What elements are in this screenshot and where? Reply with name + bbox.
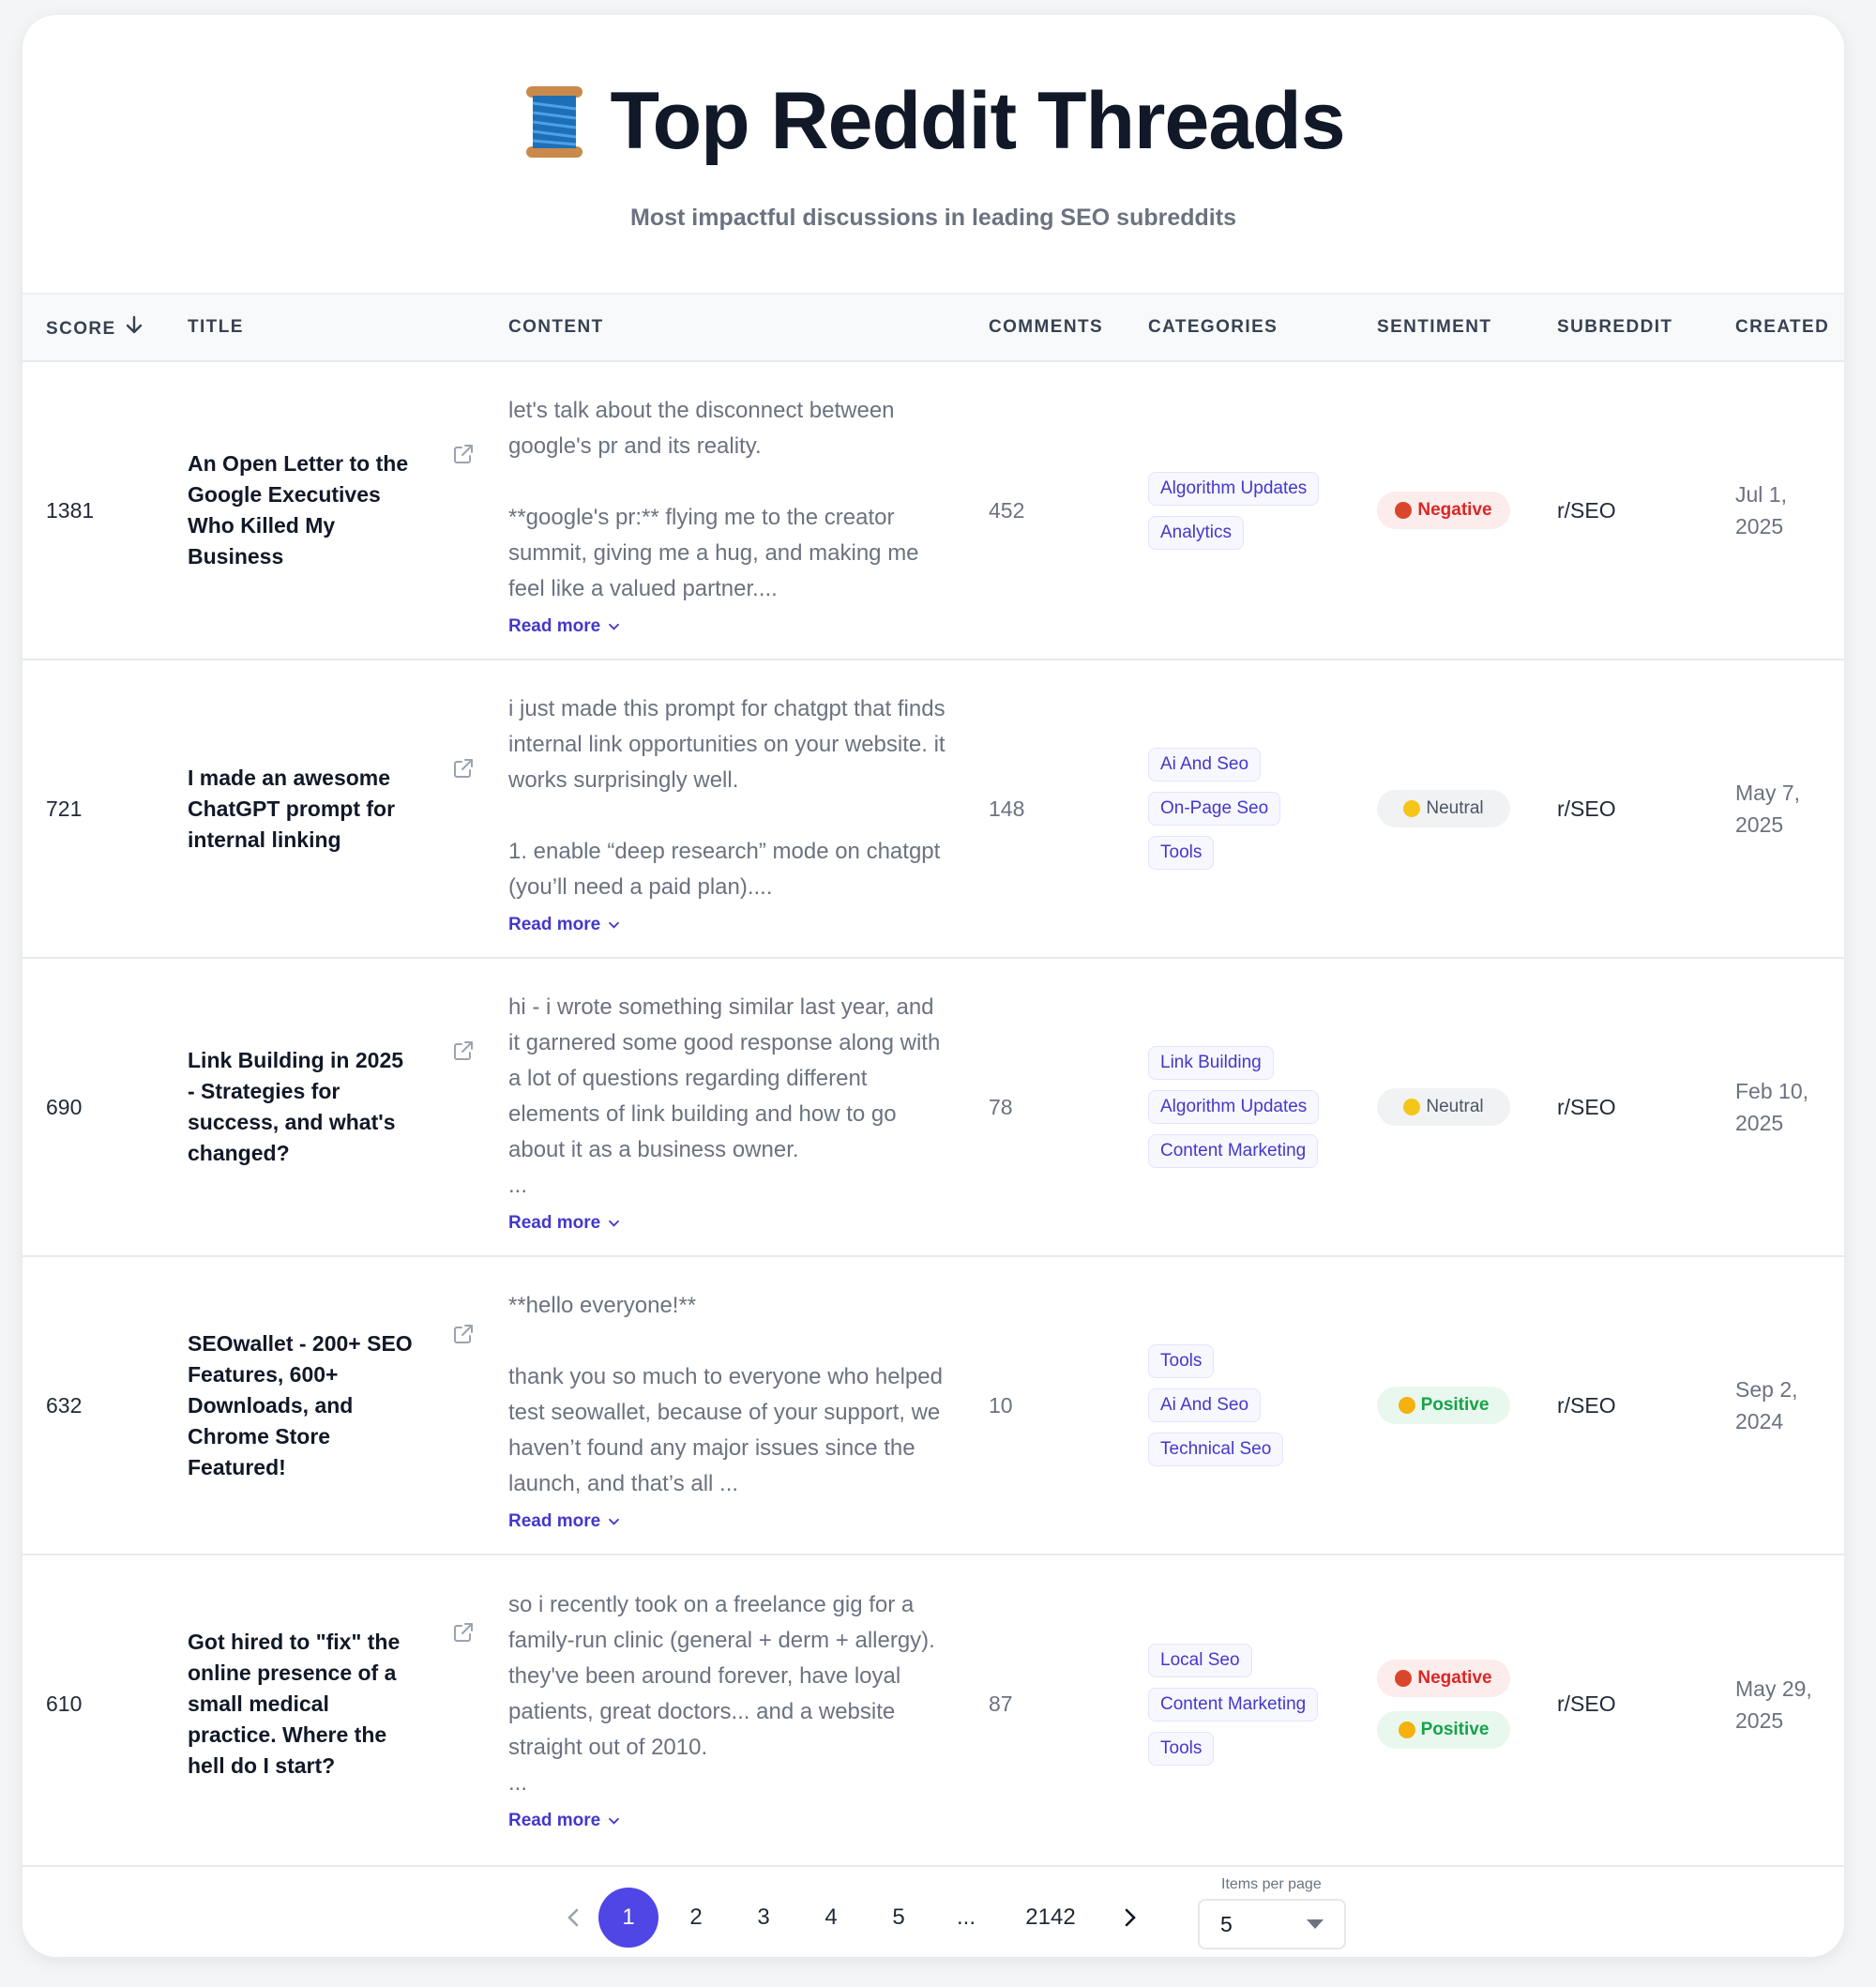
read-more-button[interactable] <box>508 1811 620 1831</box>
previous-page-button[interactable] <box>548 1888 598 1948</box>
created-year: 2025 <box>1735 1111 1784 1135</box>
subreddit-cell: r/SEO <box>1557 796 1616 821</box>
content-cell <box>508 958 989 1256</box>
score-cell: 610 <box>46 1691 83 1716</box>
title-cell <box>188 361 508 660</box>
page-list <box>548 1888 1156 1948</box>
sentiment-badge <box>1377 1660 1510 1697</box>
read-more-label: Read more <box>508 1810 601 1830</box>
subreddit-cell: r/SEO <box>1557 1094 1616 1119</box>
column-header-score[interactable]: SCORE <box>23 294 188 361</box>
external-link-icon[interactable] <box>452 1039 475 1062</box>
read-more-label: Read more <box>508 1213 601 1233</box>
title-row <box>23 75 1844 168</box>
chevron-down-icon <box>608 1213 620 1234</box>
thread-spool-icon <box>522 84 587 159</box>
page-subtitle: Most impactful discussions in leading SEO subreddits <box>630 205 1236 231</box>
comments-cell: 78 <box>989 1094 1013 1119</box>
chevron-down-icon <box>608 915 620 935</box>
pagination <box>23 1865 1844 1957</box>
comments-cell: 452 <box>989 497 1025 523</box>
sentiment-label: Positive <box>1420 1395 1490 1415</box>
comments-cell: 148 <box>989 796 1025 821</box>
column-header-sentiment: SENTIMENT <box>1377 317 1492 337</box>
thread-title[interactable]: Got hired to "fix" the online presence of a small medical practice. Where the hell do I start? <box>188 1630 401 1778</box>
neutral-face-icon <box>1403 1099 1420 1115</box>
score-cell: 721 <box>46 796 83 821</box>
dropdown-caret-icon <box>1307 1919 1324 1929</box>
sentiment-badge <box>1377 492 1510 529</box>
external-link-icon[interactable] <box>452 757 475 780</box>
category-tag[interactable]: Technical Seo <box>1148 1433 1283 1466</box>
items-per-page-select[interactable] <box>1198 1899 1346 1949</box>
categories-cell <box>1148 660 1377 958</box>
content-text: so i recently took on a freelance gig for a family-run clinic (general + derm + allergy). they've been around forever, have loyal patients, great doctors... and a website straight out of 2010. ... <box>508 1591 935 1796</box>
sentiment-badge <box>1377 790 1510 827</box>
page-button-last[interactable]: 2142 <box>1025 1904 1076 1930</box>
comments-cell: 10 <box>989 1392 1013 1418</box>
angry-face-icon <box>1395 502 1412 519</box>
page-button-5[interactable]: 5 <box>892 1904 905 1930</box>
created-date: Feb 10, <box>1735 1079 1808 1103</box>
read-more-button[interactable] <box>508 915 620 935</box>
score-cell: 690 <box>46 1094 83 1119</box>
created-cell <box>1735 958 1844 1256</box>
sentiment-label: Neutral <box>1426 798 1484 818</box>
category-tag[interactable]: Algorithm Updates <box>1148 1090 1319 1124</box>
categories-cell <box>1148 958 1377 1256</box>
created-date: May 29, <box>1735 1676 1812 1701</box>
category-tag[interactable]: Content Marketing <box>1148 1134 1318 1168</box>
subreddit-cell: r/SEO <box>1557 497 1616 523</box>
sentiment-cell <box>1377 1555 1557 1853</box>
table-row <box>23 660 1844 958</box>
column-header-categories: CATEGORIES <box>1148 317 1278 337</box>
subreddit-cell: r/SEO <box>1557 1691 1616 1716</box>
sentiment-cell <box>1377 958 1557 1256</box>
column-header-content: CONTENT <box>508 317 604 337</box>
category-tag[interactable]: Ai And Seo <box>1148 1388 1261 1422</box>
threads-table <box>23 293 1844 1853</box>
table-header-row <box>23 294 1844 361</box>
external-link-icon[interactable] <box>452 1323 475 1345</box>
created-year: 2024 <box>1735 1409 1784 1433</box>
content-text: let's talk about the disconnect between google's pr and its reality. **google's pr:** flying me to the creator summit, giving me a hug, and making me feel like a valued partner.... <box>508 398 919 601</box>
external-link-icon[interactable] <box>452 443 475 465</box>
items-per-page-label: Items per page <box>1221 1876 1322 1892</box>
category-tag[interactable]: Tools <box>1148 836 1214 870</box>
items-per-page-value: 5 <box>1220 1911 1233 1936</box>
table-row <box>23 361 1844 660</box>
created-cell <box>1735 361 1844 660</box>
sentiment-badge <box>1377 1387 1510 1424</box>
chevron-down-icon <box>608 1511 620 1532</box>
category-tag[interactable]: Local Seo <box>1148 1644 1252 1677</box>
title-cell <box>188 1256 508 1555</box>
subreddit-cell: r/SEO <box>1557 1392 1616 1418</box>
thread-title[interactable]: I made an awesome ChatGPT prompt for internal linking <box>188 765 396 852</box>
page-button-4[interactable]: 4 <box>825 1904 838 1930</box>
sentiment-cell <box>1377 660 1557 958</box>
column-header-subreddit: SUBREDDIT <box>1557 317 1673 337</box>
thread-title[interactable]: SEOwallet - 200+ SEO Features, 600+ Downloads, and Chrome Store Featured! <box>188 1330 413 1479</box>
created-year: 2025 <box>1735 1707 1784 1733</box>
score-cell: 632 <box>46 1392 83 1418</box>
table-row <box>23 958 1844 1256</box>
sentiment-label: Neutral <box>1426 1097 1484 1116</box>
sentiment-label: Positive <box>1420 1720 1490 1739</box>
read-more-label: Read more <box>508 616 601 636</box>
category-tag[interactable]: Content Marketing <box>1148 1688 1318 1722</box>
read-more-label: Read more <box>508 1511 601 1531</box>
content-cell <box>508 1256 989 1555</box>
title-cell <box>188 660 508 958</box>
sentiment-label: Negative <box>1417 1668 1492 1688</box>
chevron-left-icon <box>567 1907 580 1928</box>
column-header-comments: COMMENTS <box>989 317 1104 337</box>
title-cell <box>188 958 508 1256</box>
heart-eyes-face-icon <box>1399 1397 1415 1414</box>
content-cell <box>508 660 989 958</box>
content-text: i just made this prompt for chatgpt that finds internal link opportunities on your website. it works surprisingly well. 1. enable “deep research” mode on chatgpt (you’ll need a paid plan).... <box>508 696 946 900</box>
score-cell: 1381 <box>46 497 95 523</box>
sentiment-badge <box>1377 1711 1510 1749</box>
category-tag[interactable]: Algorithm Updates <box>1148 472 1319 506</box>
threads-card <box>23 15 1844 1957</box>
read-more-button[interactable] <box>508 1213 620 1234</box>
read-more-button[interactable] <box>508 1511 620 1532</box>
sentiment-label: Negative <box>1417 500 1492 520</box>
created-cell <box>1735 660 1844 958</box>
next-page-button[interactable] <box>1105 1888 1156 1948</box>
arrow-down-icon <box>126 315 143 340</box>
categories-cell <box>1148 1555 1377 1853</box>
sentiment-badge <box>1377 1088 1510 1126</box>
chevron-right-icon <box>1124 1907 1137 1928</box>
title-cell <box>188 1555 508 1853</box>
created-date: May 7, <box>1735 781 1801 805</box>
heart-eyes-face-icon <box>1399 1722 1415 1738</box>
read-more-label: Read more <box>508 915 601 934</box>
created-year: 2025 <box>1735 514 1784 538</box>
neutral-face-icon <box>1403 800 1420 817</box>
categories-cell <box>1148 361 1377 660</box>
content-text: **hello everyone!** thank you so much to everyone who helped test seowallet, because of your support, we haven’t found any major issues since the launch, and that’s all ... <box>508 1293 943 1496</box>
column-header-title: TITLE <box>188 317 244 337</box>
column-header-created: CREATED <box>1735 317 1830 337</box>
page-button-2[interactable]: 2 <box>689 1904 703 1930</box>
thread-title[interactable]: An Open Letter to the Google Executives Who Killed My Business <box>188 451 409 569</box>
page-title: Top Reddit Threads <box>610 76 1345 166</box>
category-tag[interactable]: Ai And Seo <box>1148 748 1261 781</box>
content-cell <box>508 1555 989 1853</box>
created-year: 2025 <box>1735 812 1784 837</box>
created-cell <box>1735 1256 1844 1555</box>
read-more-button[interactable] <box>508 616 620 637</box>
chevron-down-icon <box>608 616 620 637</box>
content-cell <box>508 361 989 660</box>
chevron-down-icon <box>608 1811 620 1831</box>
category-tag[interactable]: Link Building <box>1148 1046 1274 1080</box>
external-link-icon[interactable] <box>452 1621 475 1644</box>
categories-cell <box>1148 1256 1377 1555</box>
content-text: hi - i wrote something similar last year, and it garnered some good response along with a lot of questions regarding different elements of link building and how to go about it as a business owner. ... <box>508 994 941 1198</box>
created-date: Jul 1, <box>1735 482 1787 507</box>
sentiment-cell <box>1377 1256 1557 1555</box>
category-tag[interactable]: On-Page Seo <box>1148 792 1280 826</box>
created-date: Sep 2, <box>1735 1377 1798 1402</box>
header <box>23 15 1844 293</box>
sentiment-cell <box>1377 361 1557 660</box>
category-tag[interactable]: Analytics <box>1148 516 1244 550</box>
category-tag[interactable]: Tools <box>1148 1344 1214 1378</box>
page-ellipsis: ... <box>956 1904 976 1930</box>
category-tag[interactable]: Tools <box>1148 1732 1214 1766</box>
page-button-3[interactable]: 3 <box>757 1904 770 1930</box>
angry-face-icon <box>1395 1670 1412 1687</box>
page-button-1[interactable]: 1 <box>598 1888 658 1948</box>
thread-title[interactable]: Link Building in 2025 - Strategies for success, and what's changed? <box>188 1048 404 1165</box>
created-cell <box>1735 1555 1844 1853</box>
table-row <box>23 1256 1844 1555</box>
table-row <box>23 1555 1844 1853</box>
comments-cell: 87 <box>989 1691 1013 1716</box>
